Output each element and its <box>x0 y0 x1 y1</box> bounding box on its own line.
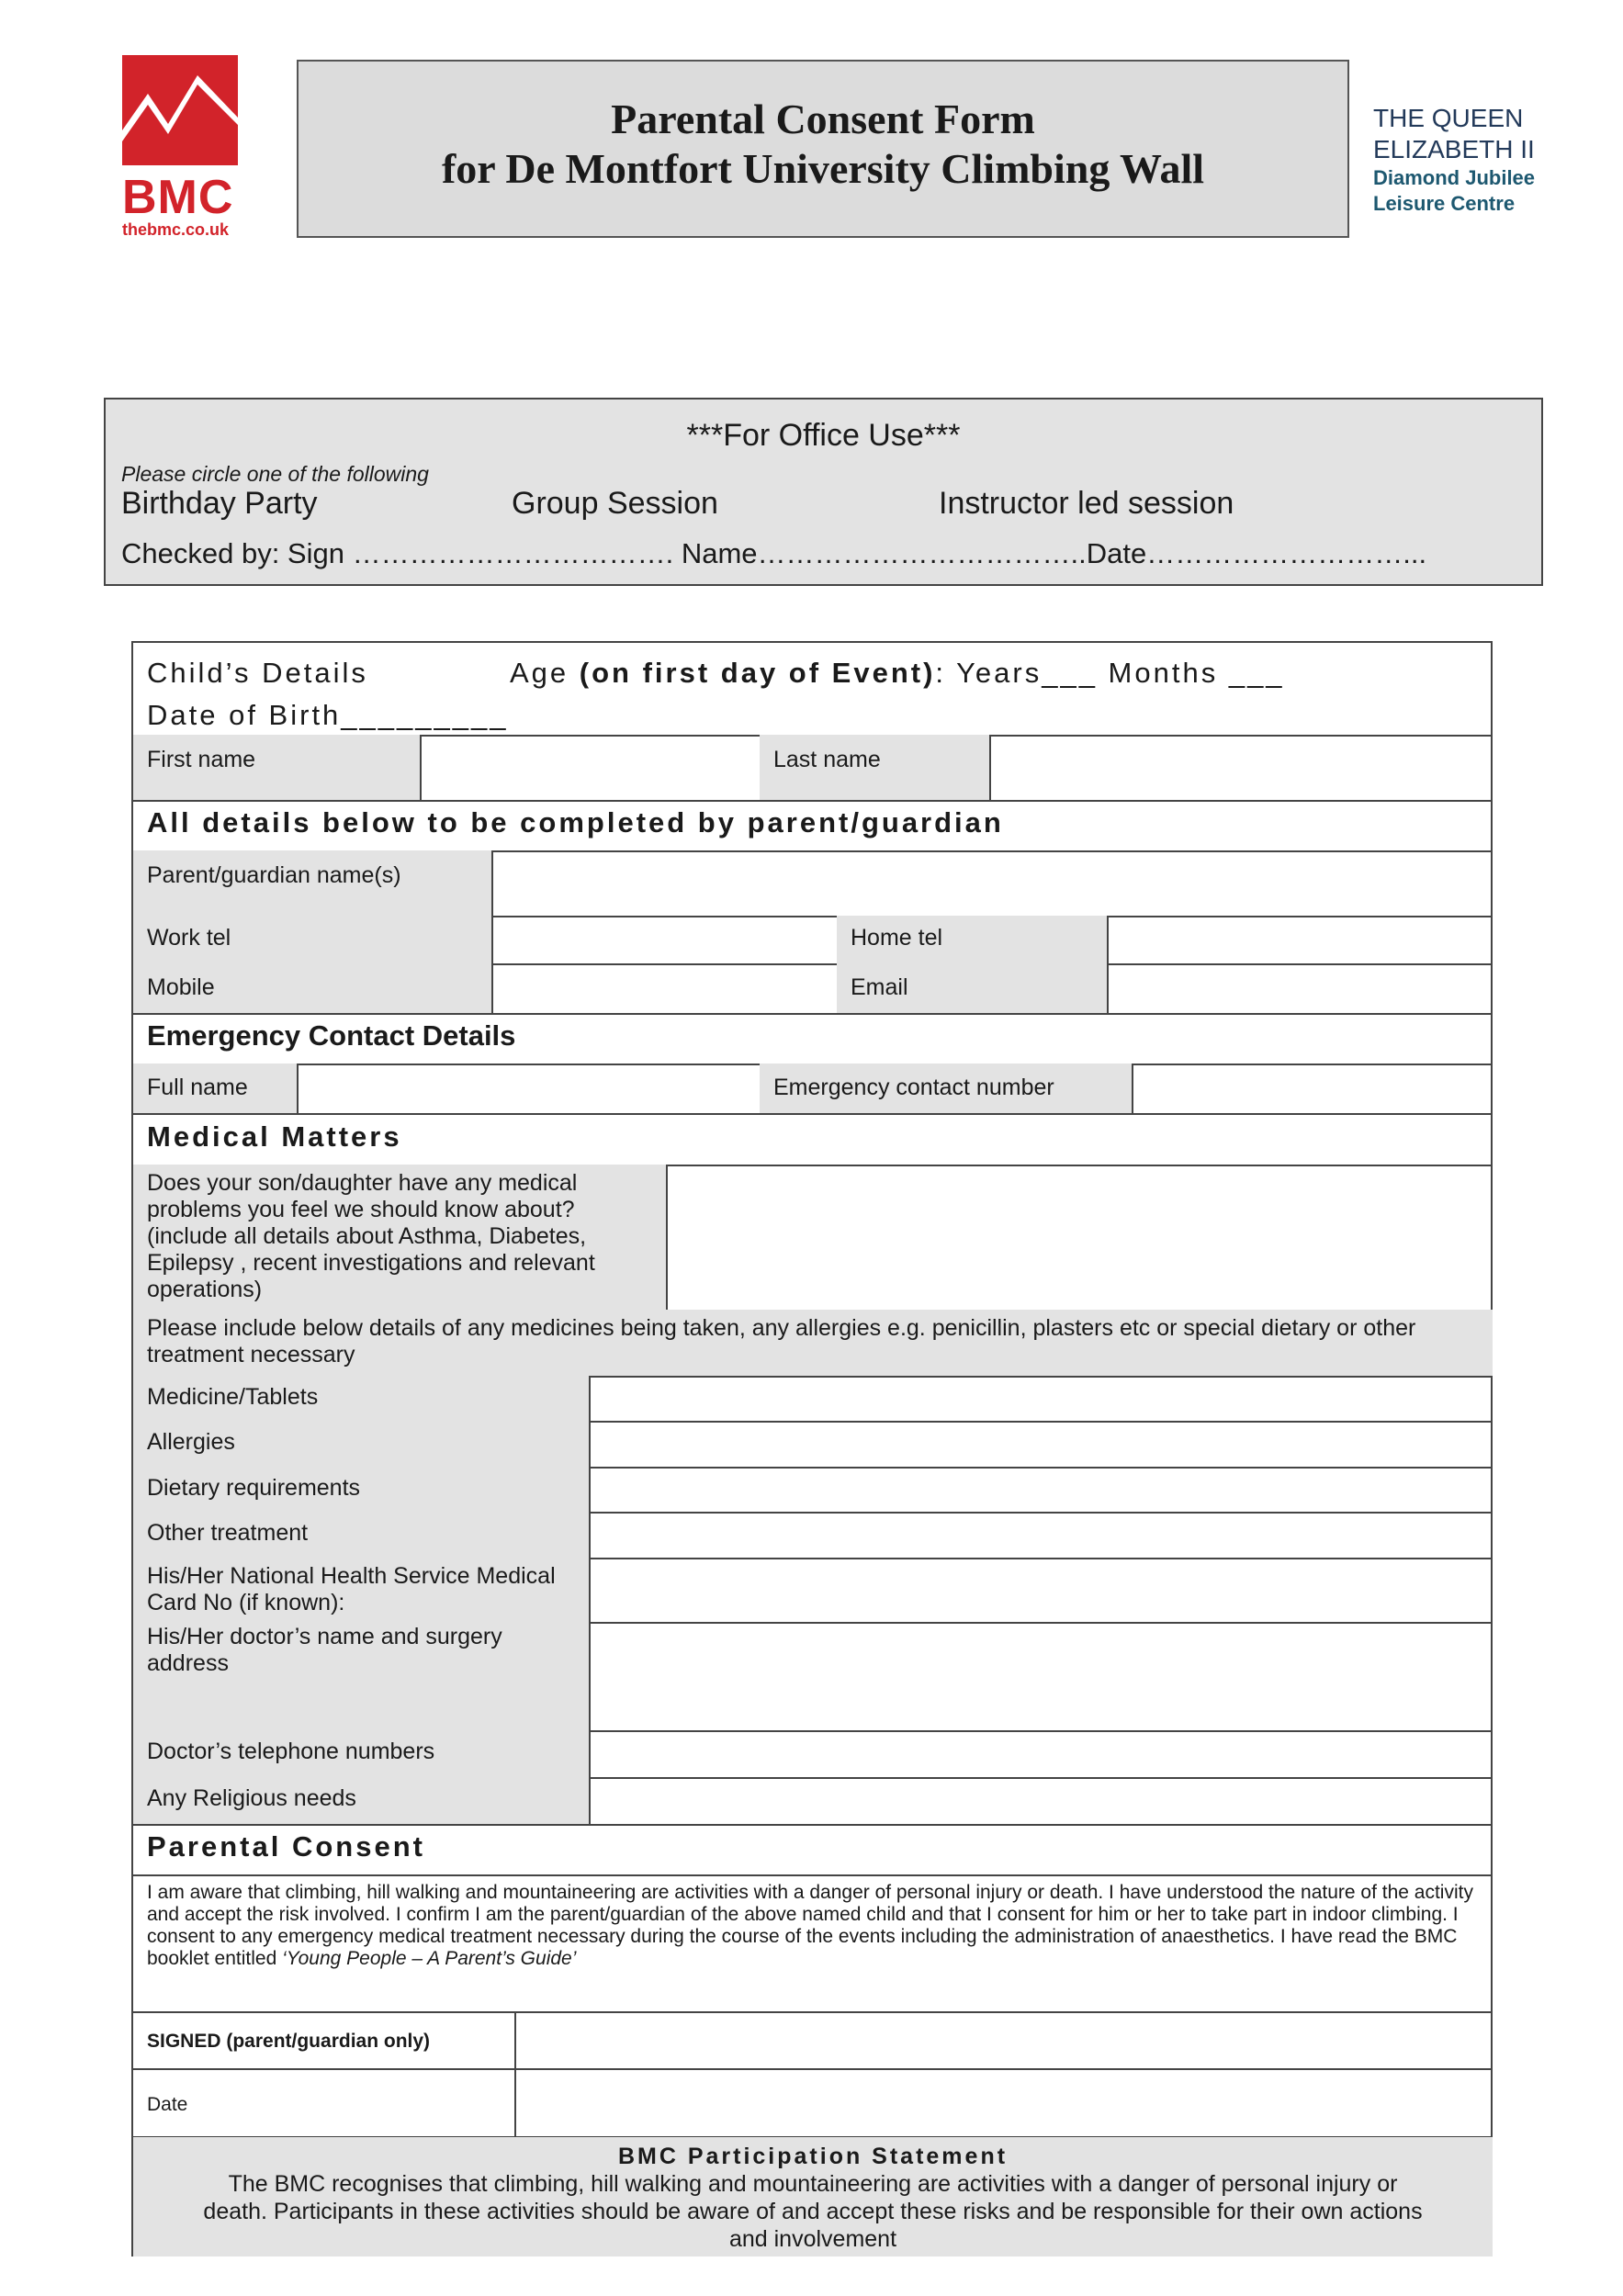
email-input[interactable] <box>1107 963 1493 1013</box>
consent-heading: Parental Consent <box>147 1830 425 1863</box>
doctor-phone-label: Doctor’s telephone numbers <box>133 1730 589 1777</box>
doctor-name-label: His/Her doctor’s name and surgery address <box>133 1622 589 1730</box>
logo-line: Diamond Jubilee <box>1373 166 1536 189</box>
mobile-label: Mobile <box>133 963 491 1013</box>
statement-heading: BMC Participation Statement <box>617 2144 1009 2169</box>
allergies-input[interactable] <box>589 1421 1493 1467</box>
logo-line: ELIZABETH II <box>1373 135 1535 163</box>
medicine-tablets-label: Medicine/Tablets <box>133 1376 589 1421</box>
checked-by-line: Checked by: Sign ……………………………. Name……………………………..Date………………………... <box>121 537 1427 569</box>
logo-line: Leisure Centre <box>1373 192 1516 215</box>
medicines-note: Please include below details of any medicines being taken, any allergies e.g. penicillin, plasters etc or special dietary or other treatment necessary <box>133 1310 1493 1376</box>
booklet-title: ‘Young People – A Parent’s Guide’ <box>282 1948 577 1969</box>
child-details-block <box>147 652 1285 737</box>
doctor-phone-input[interactable] <box>589 1730 1493 1777</box>
parent-section-heading: All details below to be completed by parent/guardian <box>147 806 1004 838</box>
consent-form-table <box>131 641 1493 2257</box>
last-name-input[interactable] <box>989 735 1493 800</box>
allergies-label: Allergies <box>133 1421 589 1467</box>
leisure-centre-logo <box>1373 103 1557 217</box>
signature-input[interactable] <box>514 2011 1493 2068</box>
statement-text: The BMC recognises that climbing, hill walking and mountaineering are activities with a danger of personal injury or death. Participants in these activities should be aware of and accept these risks and be responsible for their own actions and involvement <box>203 2171 1423 2252</box>
option-instructor-session[interactable]: Instructor led session <box>939 486 1234 521</box>
option-group-session[interactable]: Group Session <box>512 486 718 521</box>
bmc-logo-word: BMC <box>122 171 234 224</box>
first-name-label: First name <box>133 735 420 800</box>
parent-name-input[interactable] <box>491 850 1493 916</box>
emergency-number-label: Emergency contact number <box>760 1064 1132 1113</box>
home-tel-input[interactable] <box>1107 916 1493 963</box>
medical-question-label: Does your son/daughter have any medical problems you feel we should know about? (include all details about Asthma, Diabetes, Epilepsy , recent investigations and relevant operations) <box>133 1165 666 1310</box>
dietary-input[interactable] <box>589 1467 1493 1512</box>
medical-heading: Medical Matters <box>147 1120 402 1153</box>
other-treatment-label: Other treatment <box>133 1512 589 1558</box>
medical-problems-input[interactable] <box>666 1165 1493 1310</box>
date-input[interactable] <box>514 2068 1493 2136</box>
child-details-label: Child’s Details <box>147 657 368 689</box>
date-label: Date <box>147 2094 188 2115</box>
form-title: Parental Consent Form <box>611 96 1035 142</box>
age-field[interactable]: Age (on first day of Event): Years___ Months ___ <box>510 657 1285 689</box>
religious-needs-label: Any Religious needs <box>133 1777 589 1824</box>
form-subtitle: for De Montfort University Climbing Wall <box>441 145 1205 192</box>
emergency-full-name-label: Full name <box>133 1064 297 1113</box>
first-name-input[interactable] <box>420 735 760 800</box>
parent-name-label: Parent/guardian name(s) <box>133 850 491 916</box>
consent-text: I am aware that climbing, hill walking and mountaineering are activities with a danger of personal injury or death. I have understood the nature of the activity and accept the risk involved. I confirm I am the parent/guardian of the above named child and that I consent for him or her to take part in indoor climbing. I consent to any emergency medical treatment necessary during the course of the events including the administration of anaesthetics. I have read the BMC booklet entitled ‘Young People – A Parent’s Guide’ <box>147 1882 1473 1969</box>
work-tel-label: Work tel <box>133 916 491 963</box>
logo-line: THE QUEEN <box>1373 104 1524 132</box>
mobile-input[interactable] <box>491 963 837 1013</box>
emergency-full-name-input[interactable] <box>297 1064 760 1113</box>
nhs-card-label: His/Her National Health Service Medical Card No (if known): <box>133 1558 589 1622</box>
title-box <box>297 60 1349 238</box>
office-use-box <box>104 398 1543 586</box>
religious-needs-input[interactable] <box>589 1777 1493 1824</box>
office-note: Please circle one of the following <box>121 462 429 486</box>
email-label: Email <box>837 963 1107 1013</box>
participation-statement <box>133 2137 1493 2257</box>
office-use-title: ***For Office Use*** <box>686 418 961 453</box>
signed-label: SIGNED (parent/guardian only) <box>147 2031 431 2052</box>
dietary-label: Dietary requirements <box>133 1467 589 1512</box>
option-birthday-party[interactable]: Birthday Party <box>121 486 318 521</box>
last-name-label: Last name <box>760 735 989 800</box>
doctor-name-input[interactable] <box>589 1622 1493 1730</box>
other-treatment-input[interactable] <box>589 1512 1493 1558</box>
nhs-card-input[interactable] <box>589 1558 1493 1622</box>
home-tel-label: Home tel <box>837 916 1107 963</box>
emergency-heading: Emergency Contact Details <box>147 1019 516 1052</box>
medicine-tablets-input[interactable] <box>589 1376 1493 1421</box>
date-of-birth-field[interactable]: Date of Birth_________ <box>147 699 509 731</box>
work-tel-input[interactable] <box>491 916 837 963</box>
emergency-number-input[interactable] <box>1132 1064 1493 1113</box>
bmc-logo-url: thebmc.co.uk <box>122 220 230 239</box>
